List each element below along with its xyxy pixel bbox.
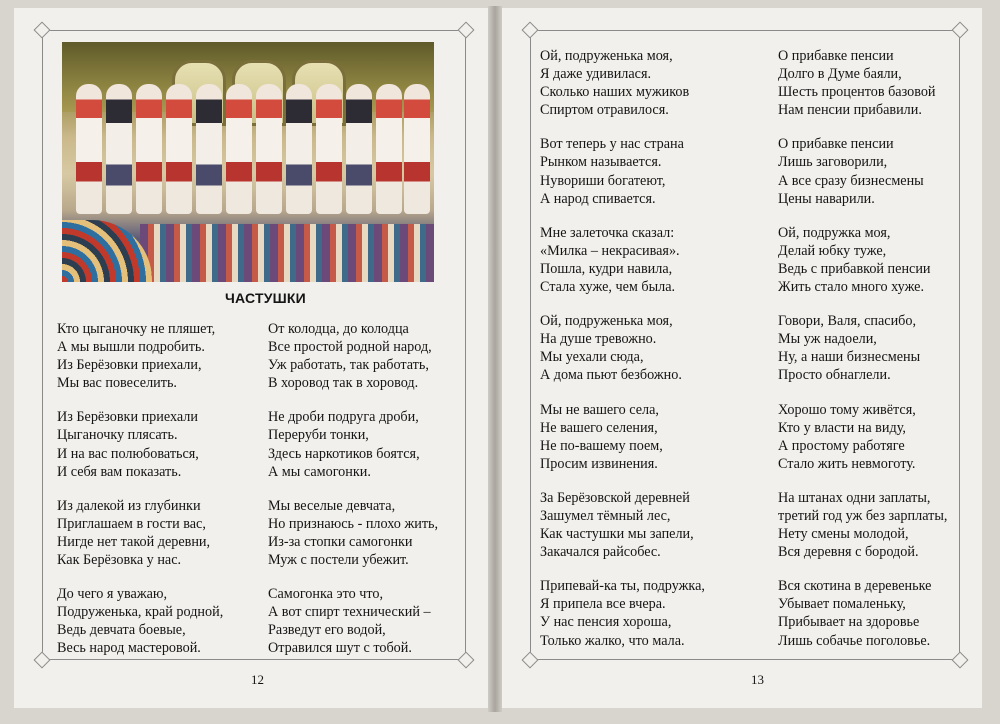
verse-line: Не вашего селения,	[540, 419, 658, 436]
photo-singer	[166, 84, 192, 214]
verse-stanza	[778, 489, 947, 561]
verse-line: Нам пенсии прибавили.	[778, 102, 922, 119]
photo-singer	[226, 84, 252, 214]
photo-striped-rug	[140, 224, 434, 282]
verse-line: Из Берёзовки приехали	[57, 409, 198, 426]
verse-line: Я припела все вчера.	[540, 596, 666, 613]
photo-singer	[196, 84, 222, 214]
section-title: ЧАСТУШКИ	[225, 290, 306, 306]
verse-line: Здесь наркотиков боятся,	[268, 445, 420, 462]
verse-line: Переруби тонки,	[268, 427, 369, 444]
verse-line: Нувориши богатеют,	[540, 172, 666, 189]
verse-line: Из далекой из глубинки	[57, 497, 201, 514]
verse-line: Делай юбку туже,	[778, 242, 887, 259]
verse-stanza	[540, 135, 705, 207]
photo-singer	[286, 84, 312, 214]
verse-stanza	[57, 497, 223, 569]
verse-line: Хорошо тому живётся,	[778, 401, 916, 418]
verse-line: Зашумел тёмный лес,	[540, 507, 671, 524]
verse-stanza	[778, 577, 947, 649]
page-number-left: 12	[251, 672, 264, 687]
verse-line: Вот теперь у нас страна	[540, 136, 684, 153]
verse-line: В хоровод так в хоровод.	[268, 375, 419, 392]
verse-stanza	[778, 224, 947, 296]
verse-line: Приглашаем в гости вас,	[57, 515, 206, 532]
left-column-1	[57, 320, 223, 674]
verse-line: Мы веселые девчата,	[268, 497, 396, 514]
verse-stanza	[540, 577, 705, 649]
verse-line: Лишь собачье поголовье.	[778, 632, 931, 649]
verse-line: Мне залеточка сказал:	[540, 224, 675, 241]
verse-stanza	[57, 585, 223, 657]
verse-line: О прибавке пенсии	[778, 48, 894, 64]
verse-line: Кто цыганочку не пляшет,	[57, 321, 216, 337]
verse-line: Лишь заговорили,	[778, 154, 888, 171]
verse-stanza	[540, 401, 705, 473]
verse-stanza	[778, 401, 947, 473]
verse-line: А дома пьют безбожно.	[540, 367, 682, 384]
verse-line: Просто обнаглели.	[778, 367, 891, 384]
page-number-right: 13	[751, 672, 764, 687]
verse-line: Цыганочку плясать.	[57, 427, 178, 444]
verse-line: Убывает помаленьку,	[778, 596, 906, 613]
verse-line: Нигде нет такой деревни,	[57, 533, 211, 550]
verse-line: «Милка – некрасивая».	[540, 242, 680, 259]
verse-line: А народ спивается.	[540, 190, 656, 207]
verse-stanza	[778, 135, 947, 207]
photo-round-rug	[62, 220, 152, 282]
verse-stanza	[778, 47, 947, 119]
verse-line: Ну, а наши бизнесмены	[778, 349, 921, 366]
verse-line: Как частушки мы запели,	[540, 526, 694, 543]
verse-line: А вот спирт технический –	[268, 604, 431, 621]
verse-line: Рынком называется.	[540, 154, 662, 171]
photo-singer	[256, 84, 282, 214]
verse-line: Все простой родной народ,	[268, 339, 432, 356]
photo-singer	[136, 84, 162, 214]
verse-line: Мы вас повеселить.	[57, 375, 177, 392]
verse-line: Просим извинения.	[540, 455, 658, 472]
verse-line: Мы уж надоели,	[778, 331, 877, 348]
verse-line: Как Берёзовка у нас.	[57, 552, 182, 569]
verse-stanza	[268, 497, 438, 569]
verse-line: Мы уехали сюда,	[540, 349, 644, 366]
verse-line: Из Берёзовки приехали,	[57, 357, 202, 374]
photo-singer	[316, 84, 342, 214]
group-photo	[62, 42, 434, 282]
verse-line: А мы вышли подробить.	[57, 339, 205, 356]
verse-line: Муж с постели убежит.	[268, 552, 409, 569]
verse-stanza	[268, 320, 438, 392]
verse-line: Шесть процентов базовой	[778, 84, 936, 101]
verse-line: Нету смены молодой,	[778, 526, 909, 543]
verse-line: Не по-вашему поем,	[540, 437, 663, 454]
verse-line: Вся деревня с бородой.	[778, 544, 919, 561]
verse-line: Из-за стопки самогонки	[268, 533, 413, 550]
verse-line: Кто у власти на виду,	[778, 419, 906, 436]
left-column-2	[268, 320, 438, 674]
verse-line: Отравился шут с тобой.	[268, 640, 412, 657]
verse-line: Припевай-ка ты, подружка,	[540, 578, 705, 595]
verse-line: Стала хуже, чем была.	[540, 279, 676, 296]
verse-line: Весь народ мастеровой.	[57, 640, 201, 657]
verse-stanza	[268, 585, 438, 657]
verse-line: Закачался райсобес.	[540, 544, 661, 561]
verse-stanza	[778, 312, 947, 384]
verse-line: Ой, подружка моя,	[778, 224, 891, 241]
verse-line: И на вас полюбоваться,	[57, 445, 199, 462]
right-column-2	[778, 47, 947, 666]
verse-line: Говори, Валя, спасибо,	[778, 313, 917, 330]
verse-line: До чего я уважаю,	[57, 586, 168, 603]
verse-line: Подруженька, край родной,	[57, 604, 224, 621]
verse-line: Стало жить невмоготу.	[778, 455, 916, 472]
verse-stanza	[540, 489, 705, 561]
verse-line: Цены наварили.	[778, 190, 875, 207]
verse-line: Спиртом отравилося.	[540, 102, 669, 119]
verse-line: Жить стало много хуже.	[778, 279, 925, 296]
verse-line: Пошла, кудри навила,	[540, 260, 673, 277]
photo-singer	[404, 84, 430, 214]
verse-line: А мы самогонки.	[268, 463, 371, 480]
verse-stanza	[540, 47, 705, 119]
verse-line: От колодца, до колодца	[268, 321, 409, 337]
photo-singer	[106, 84, 132, 214]
verse-line: На штанах одни заплаты,	[778, 489, 931, 506]
verse-line: Я даже удивилася.	[540, 66, 652, 83]
verse-line: За Берёзовской деревней	[540, 489, 690, 506]
verse-stanza	[268, 408, 438, 480]
verse-line: Ведь с прибавкой пенсии	[778, 260, 931, 277]
verse-line: третий год уж без зарплаты,	[778, 507, 948, 524]
verse-stanza	[540, 224, 705, 296]
verse-line: А все сразу бизнесмены	[778, 172, 924, 189]
verse-line: Не дроби подруга дроби,	[268, 409, 419, 426]
verse-stanza	[57, 408, 223, 480]
photo-singer	[376, 84, 402, 214]
verse-line: А простому работяге	[778, 437, 905, 454]
photo-singer	[76, 84, 102, 214]
photo-singer	[346, 84, 372, 214]
verse-line: Прибывает на здоровье	[778, 614, 920, 631]
verse-stanza	[57, 320, 223, 392]
verse-line: Ой, подруженька моя,	[540, 48, 673, 64]
verse-line: Долго в Думе баяли,	[778, 66, 902, 83]
verse-line: Разведут его водой,	[268, 622, 386, 639]
right-column-1	[540, 47, 705, 666]
book-spine	[488, 6, 502, 712]
verse-stanza	[540, 312, 705, 384]
verse-line: О прибавке пенсии	[778, 136, 894, 153]
verse-line: На душе тревожно.	[540, 331, 657, 348]
verse-line: И себя вам показать.	[57, 463, 182, 480]
verse-line: Только жалко, что мала.	[540, 632, 685, 649]
verse-line: Вся скотина в деревеньке	[778, 578, 932, 595]
verse-line: Ведь девчата боевые,	[57, 622, 186, 639]
verse-line: Уж работать, так работать,	[268, 357, 429, 374]
verse-line: Но признаюсь - плохо жить,	[268, 515, 439, 532]
verse-line: Ой, подруженька моя,	[540, 313, 673, 330]
verse-line: У нас пенсия хороша,	[540, 614, 672, 631]
verse-line: Сколько наших мужиков	[540, 84, 690, 101]
verse-line: Мы не вашего села,	[540, 401, 659, 418]
verse-line: Самогонка это что,	[268, 586, 384, 603]
